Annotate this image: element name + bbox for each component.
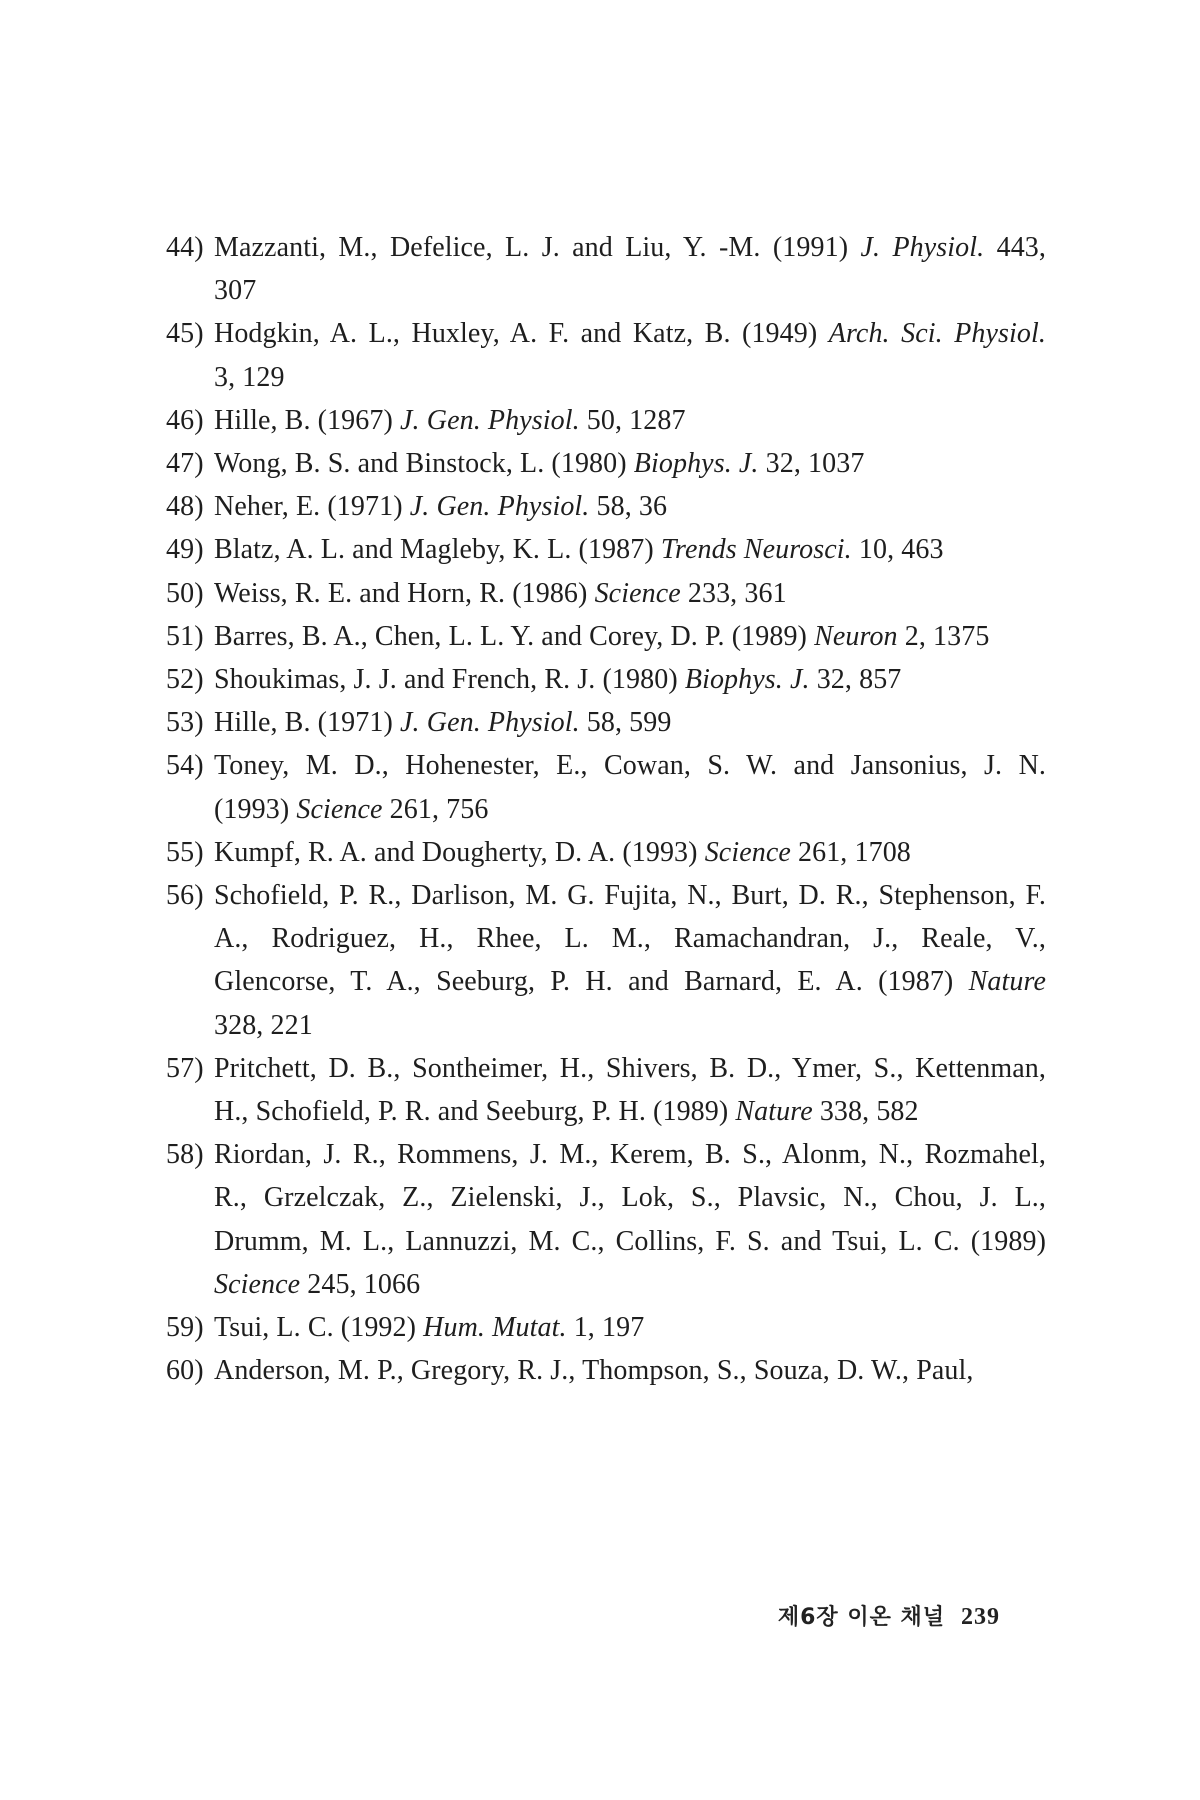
reference-text: Wong, B. S. and Binstock, L. (1980) <box>214 448 634 479</box>
reference-text: 443, <box>984 232 1047 263</box>
journal-name: Nature <box>735 1096 813 1127</box>
reference-text: Shoukimas, J. J. and French, R. J. (1980) <box>214 664 685 695</box>
reference-line <box>214 442 1046 485</box>
reference-entry <box>166 1133 1046 1306</box>
reference-number: 45) <box>166 318 204 350</box>
reference-number: 58) <box>166 1139 204 1171</box>
reference-line <box>214 312 1046 355</box>
reference-line <box>214 528 1046 571</box>
reference-text: Riordan, J. R., Rommens, J. M., Kerem, B. S., Alonm, N., Rozmahel, <box>214 1139 1046 1171</box>
reference-number: 50) <box>166 577 204 609</box>
reference-text: Hille, B. (1967) <box>214 404 401 436</box>
reference-entry <box>166 1306 1046 1349</box>
reference-text: 261, 1708 <box>790 836 911 868</box>
reference-text: 307 <box>214 275 257 307</box>
reference-text: Hodgkin, A. L., Huxley, A. F. and Katz, B. (1949) <box>214 318 829 350</box>
reference-line <box>214 485 1046 528</box>
reference-line <box>214 960 1046 1003</box>
journal-name: Science <box>594 577 681 609</box>
journal-name: Arch. Sci. Physiol. <box>828 318 1046 350</box>
journal-name: J. Gen. Physiol. <box>409 491 590 523</box>
reference-entry <box>166 226 1046 312</box>
reference-text: 338, 582 <box>812 1096 919 1127</box>
reference-number: 57) <box>166 1052 204 1084</box>
reference-text: 10, 463 <box>851 534 944 566</box>
reference-number: 53) <box>166 707 204 739</box>
reference-line <box>214 572 1046 615</box>
reference-text: Hille, B. (1971) <box>214 707 401 739</box>
reference-line <box>214 1349 1046 1392</box>
reference-entry <box>166 1349 1046 1392</box>
reference-entry <box>166 485 1046 528</box>
reference-line <box>214 701 1046 744</box>
journal-name: Biophys. J. <box>684 664 810 695</box>
reference-number: 56) <box>166 880 204 911</box>
reference-text: 32, 1037 <box>758 448 865 479</box>
reference-text: (1993) <box>214 793 297 825</box>
journal-name: Hum. Mutat. <box>423 1312 567 1343</box>
reference-entry <box>166 399 1046 442</box>
reference-entry <box>166 572 1046 615</box>
page-number: 239 <box>961 1604 1000 1630</box>
reference-text: 32, 857 <box>809 664 902 695</box>
reference-number: 55) <box>166 836 204 868</box>
reference-text: 58, 599 <box>579 707 672 739</box>
reference-text: 1, 197 <box>566 1312 645 1343</box>
reference-entry <box>166 615 1046 658</box>
reference-text: 50, 1287 <box>579 404 686 436</box>
reference-text: 2, 1375 <box>897 620 990 652</box>
reference-text: Glencorse, T. A., Seeburg, P. H. and Barnard, E. A. (1987) <box>214 966 969 998</box>
reference-line <box>214 788 1046 831</box>
reference-number: 48) <box>166 491 204 523</box>
journal-name: Trends Neurosci. <box>660 534 852 566</box>
reference-text: 3, 129 <box>214 361 285 393</box>
reference-number: 60) <box>166 1355 204 1387</box>
reference-line <box>214 615 1046 658</box>
reference-text: Neher, E. (1971) <box>214 491 410 523</box>
journal-name: Neuron <box>814 620 898 652</box>
reference-number: 59) <box>166 1312 204 1343</box>
reference-number: 52) <box>166 664 204 695</box>
reference-text: A., Rodriguez, H., Rhee, L. M., Ramachandran, J., Reale, V., <box>214 923 1046 955</box>
reference-text: Schofield, P. R., Darlison, M. G. Fujita, N., Burt, D. R., Stephenson, F. <box>214 880 1046 911</box>
reference-entry <box>166 658 1046 701</box>
reference-entry <box>166 701 1046 744</box>
journal-name: Biophys. J. <box>633 448 759 479</box>
reference-text: Pritchett, D. B., Sontheimer, H., Shivers, B. D., Ymer, S., Kettenman, <box>214 1052 1046 1084</box>
reference-number: 44) <box>166 232 204 263</box>
journal-name: J. Gen. Physiol. <box>400 404 580 436</box>
reference-line <box>214 226 1046 269</box>
reference-text: 58, 36 <box>589 491 668 523</box>
reference-entry <box>166 874 1046 1047</box>
reference-text: H., Schofield, P. R. and Seeburg, P. H. (1989) <box>214 1096 736 1127</box>
reference-line <box>214 399 1046 442</box>
reference-line <box>214 658 1046 701</box>
reference-number: 51) <box>166 620 204 652</box>
journal-name: Nature <box>968 966 1046 998</box>
reference-text: 261, 756 <box>382 793 489 825</box>
reference-number: 54) <box>166 750 204 782</box>
reference-line <box>214 1047 1046 1090</box>
reference-text: Mazzanti, M., Defelice, L. J. and Liu, Y. -M. (1991) <box>214 232 861 263</box>
reference-line <box>214 874 1046 917</box>
reference-line <box>214 1263 1046 1306</box>
journal-name: Science <box>214 1268 301 1300</box>
reference-text: 245, 1066 <box>300 1268 421 1300</box>
reference-line <box>214 831 1046 874</box>
chapter-title: 제6장 이온 채널 <box>777 1605 945 1630</box>
reference-text: Tsui, L. C. (1992) <box>214 1312 424 1343</box>
reference-text: Kumpf, R. A. and Dougherty, D. A. (1993) <box>214 836 705 868</box>
reference-entry <box>166 442 1046 485</box>
page-footer <box>778 1600 1000 1631</box>
reference-entry <box>166 1047 1046 1133</box>
reference-line <box>214 1176 1046 1219</box>
reference-line <box>214 744 1046 787</box>
reference-entry <box>166 831 1046 874</box>
reference-text: Blatz, A. L. and Magleby, K. L. (1987) <box>214 534 661 566</box>
reference-text: Anderson, M. P., Gregory, R. J., Thompson, S., Souza, D. W., Paul, <box>214 1355 974 1387</box>
reference-line <box>214 269 1046 312</box>
reference-number: 46) <box>166 404 204 436</box>
reference-line <box>214 1004 1046 1047</box>
reference-text: 233, 361 <box>680 577 787 609</box>
reference-line <box>214 917 1046 960</box>
reference-number: 47) <box>166 448 204 479</box>
reference-line <box>214 356 1046 399</box>
reference-text: R., Grzelczak, Z., Zielenski, J., Lok, S., Plavsic, N., Chou, J. L., <box>214 1182 1046 1214</box>
journal-name: Science <box>704 836 791 868</box>
reference-text: Toney, M. D., Hohenester, E., Cowan, S. W. and Jansonius, J. N. <box>214 750 1046 782</box>
journal-name: J. Gen. Physiol. <box>400 707 580 739</box>
reference-number: 49) <box>166 534 204 566</box>
reference-line <box>214 1090 1046 1133</box>
reference-text: Weiss, R. E. and Horn, R. (1986) <box>214 577 595 609</box>
reference-text: Barres, B. A., Chen, L. L. Y. and Corey, D. P. (1989) <box>214 620 815 652</box>
journal-name: Science <box>296 793 383 825</box>
reference-entry <box>166 744 1046 830</box>
journal-name: J. Physiol. <box>860 232 985 263</box>
reference-entry <box>166 312 1046 398</box>
reference-entry <box>166 528 1046 571</box>
reference-line <box>214 1220 1046 1263</box>
reference-text: 328, 221 <box>214 1009 313 1041</box>
reference-text: Drumm, M. L., Lannuzzi, M. C., Collins, F. S. and Tsui, L. C. (1989) <box>214 1225 1046 1257</box>
reference-line <box>214 1306 1046 1349</box>
reference-line <box>214 1133 1046 1176</box>
